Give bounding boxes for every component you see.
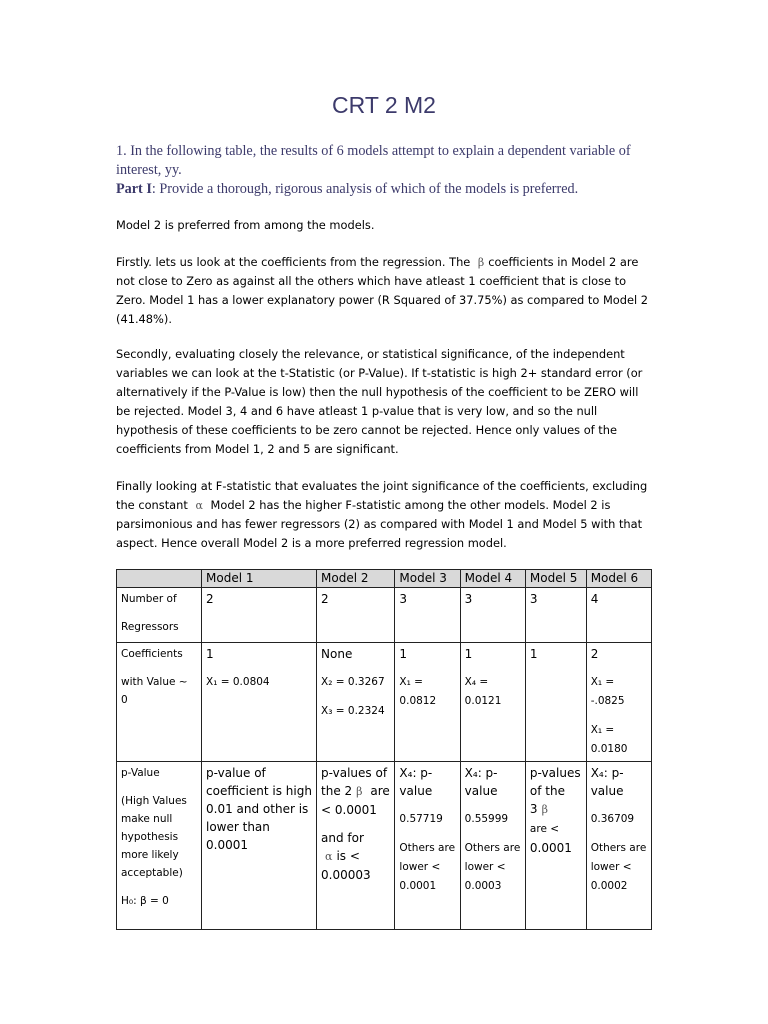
para3-before: Finally looking at F-statistic that evaluates the joint significance of the coefficients, excluding the constant <box>116 479 648 512</box>
coefficients-model-1: 1 X₁ = 0.0804 <box>202 643 317 762</box>
header-corner <box>117 570 202 588</box>
pvalue-model-1: p-value of coefficient is high 0.01 and other is lower than 0.0001 <box>202 762 317 930</box>
regressors-model-3: 3 <box>395 588 460 643</box>
pvalue-model-2: p-values of the 2 β are < 0.0001 and for α is < 0.00003 <box>317 762 395 930</box>
pvalue-model-4: X₄: p-value 0.55999 Others are lower < 0.0003 <box>460 762 525 930</box>
question-text: 1. In the following table, the results of 6 models attempt to explain a dependent variable of interest, yy. <box>116 143 631 178</box>
alpha-symbol: α <box>195 499 203 512</box>
paragraph-significance <box>116 345 656 459</box>
paragraph-f-statistic <box>116 477 656 553</box>
header-model-5: Model 5 <box>525 570 586 588</box>
row-label-coefficients: Coefficients with Value ~ 0 <box>117 643 202 762</box>
table-row-pvalue <box>117 762 652 930</box>
header-model-1: Model 1 <box>202 570 317 588</box>
table-row-regressors <box>117 588 652 643</box>
coefficients-model-3: 1 X₁ = 0.0812 <box>395 643 460 762</box>
regressors-model-4: 3 <box>460 588 525 643</box>
coefficients-model-5: 1 <box>525 643 586 762</box>
coefficients-model-4: 1 X₄ = 0.0121 <box>460 643 525 762</box>
part-text: : Provide a thorough, rigorous analysis of which of the models is preferred. <box>151 181 579 197</box>
header-model-3: Model 3 <box>395 570 460 588</box>
regressors-model-6: 4 <box>586 588 651 643</box>
row-label-pvalue: p-Value (High Values make null hypothesis more likely acceptable) H₀: β = 0 <box>117 762 202 930</box>
question-part <box>116 180 676 199</box>
part-label: Part I <box>116 181 152 197</box>
beta-symbol: β <box>477 256 485 269</box>
para1-before: Firstly. lets us look at the coefficients from the regression. The <box>116 255 471 269</box>
para1-after: coefficients in Model 2 are not close to Zero as against all the others which have atleast 1 coefficient that is close to Zero. Model 1 has a lower explanatory power (R Squared of 37.75%) as compared to Model 2 (41.48%). <box>116 255 649 326</box>
models-table <box>116 569 652 930</box>
table-row-coefficients <box>117 643 652 762</box>
answer-paragraph <box>116 216 656 235</box>
paragraph-coefficients <box>116 253 656 329</box>
regressors-model-5: 3 <box>525 588 586 643</box>
regressors-model-1: 2 <box>202 588 317 643</box>
pvalue-model-6: X₄: p-value 0.36709 Others are lower < 0.0002 <box>586 762 651 930</box>
para2-text: Secondly, evaluating closely the relevance, or statistical significance, of the independent variables we can look at the t-Statistic (or P-Value). If t-statistic is high 2+ standard error (or alternatively if the P-Value is low) then the null hypothesis of the coefficient to be ZERO will be rejected. Model 3, 4 and 6 have atleast 1 p-value that is very low, and so the null hypothesis of these coefficients to be zero cannot be rejected. Hence only values of the coefficients from Model 1, 2 and 5 are significant. <box>116 347 643 456</box>
table-header-row <box>117 570 652 588</box>
pvalue-model-3: X₄: p-value 0.57719 Others are lower < 0.0001 <box>395 762 460 930</box>
pvalue-model-5: p-values of the 3 β are < 0.0001 <box>525 762 586 930</box>
header-model-4: Model 4 <box>460 570 525 588</box>
regressors-model-2: 2 <box>317 588 395 643</box>
para3-after: Model 2 has the higher F-statistic among the other models. Model 2 is parsimonious and has fewer regressors (2) as compared with Model 1 and Model 5 with that aspect. Hence overall Model 2 is a more preferred regression model. <box>116 498 643 550</box>
row-label-regressors: Number of Regressors <box>117 588 202 643</box>
coefficients-model-2: None X₂ = 0.3267 X₃ = 0.2324 <box>317 643 395 762</box>
header-model-6: Model 6 <box>586 570 651 588</box>
page-title: CRT 2 M2 <box>332 92 436 118</box>
coefficients-model-6: 2 X₁ = -.0825 X₁ = 0.0180 <box>586 643 651 762</box>
question-block <box>116 142 676 199</box>
answer-text: Model 2 is preferred from among the models. <box>116 218 375 232</box>
header-model-2: Model 2 <box>317 570 395 588</box>
